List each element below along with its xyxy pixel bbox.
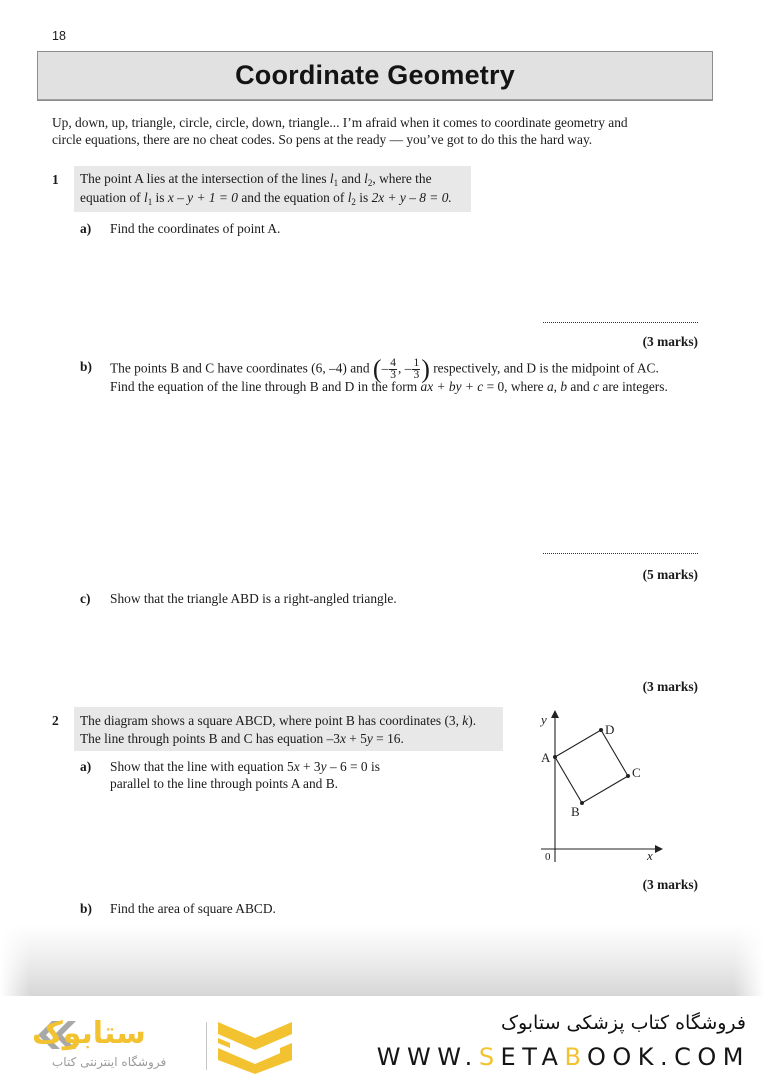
q2b-text: Find the area of square ABCD. — [110, 901, 276, 916]
x-axis-label: x — [647, 848, 653, 863]
chapter-header — [37, 51, 713, 101]
intro-line-1: Up, down, up, triangle, circle, circle, down, triangle... I’m afraid when it comes to coordinate geometry and — [52, 115, 628, 130]
brand-subtitle: فروشگاه اینترنتی کتاب — [52, 1055, 167, 1069]
logo-divider — [206, 1022, 207, 1070]
question-2-stem-line-1: The diagram shows a square ABCD, where point B has coordinates (3, k). — [80, 713, 477, 728]
point-b-label: B — [571, 804, 580, 819]
origin-label: 0 — [545, 851, 551, 863]
square-abcd-diagram — [520, 700, 700, 870]
q1b-answer-line[interactable] — [543, 553, 698, 554]
q1b-line-1: The points B and C have coordinates (6, –4) and (– $\frac{4}{3}$ , – $\frac{1}{3}$ ) respectively, and D is the midpoint of AC. — [110, 354, 659, 384]
y-axis-arrow-icon — [551, 710, 559, 718]
q1b-marks: (5 marks) — [642, 567, 698, 582]
q1a-label: a) — [80, 221, 92, 236]
question-1-number: 1 — [52, 172, 59, 187]
question-2-number: 2 — [52, 713, 59, 728]
question-2-stem-line-2: The line through points B and C has equation –3x + 5y = 16. — [80, 731, 404, 746]
q2a-marks: (3 marks) — [642, 877, 698, 892]
square-outline — [555, 730, 628, 803]
fraction-4-3: $\frac{4}{3}$ — [390, 357, 397, 381]
store-title: فروشگاه کتاب پزشکی ستابوک — [500, 1012, 746, 1034]
page-title: Coordinate Geometry — [235, 60, 515, 90]
point-d-label: D — [605, 722, 615, 737]
page-bottom-fade — [0, 925, 764, 996]
fraction-1-3: $\frac{1}{3}$ — [413, 357, 420, 381]
q2a-line-2: parallel to the line through points A and B. — [110, 776, 338, 791]
q1a-marks: (3 marks) — [642, 334, 698, 349]
q1b-line-2: Find the equation of the line through B and D in the form ax + by + c = 0, where a, b and c are integers. — [110, 379, 668, 394]
page-number: 18 — [52, 29, 66, 43]
q1a-text: Find the coordinates of point A. — [110, 221, 281, 236]
q2b-label: b) — [80, 901, 92, 916]
q1b-label: b) — [80, 359, 92, 374]
question-1-stem-line-1: The point A lies at the intersection of the lines $l_1$ and $l_2$, where the — [80, 171, 432, 188]
intro-line-2: circle equations, there are no cheat codes. So pens at the ready — you’ve got to do this the hard way. — [52, 132, 593, 147]
y-axis-label: y — [541, 712, 547, 727]
question-1-stem-line-2: equation of $l_1$ is x – y + 1 = 0 and the equation of $l_2$ is 2x + y – 8 = 0. — [80, 190, 452, 207]
store-url[interactable]: WWW.SETABOOK.COM — [376, 1043, 750, 1071]
x-axis-arrow-icon — [655, 845, 663, 853]
point-a-label: A — [541, 750, 551, 765]
q2a-line-1: Show that the line with equation 5x + 3y – 6 = 0 is — [110, 759, 380, 774]
q2a-label: a) — [80, 759, 92, 774]
q1c-marks: (3 marks) — [642, 679, 698, 694]
point-c-label: C — [632, 765, 641, 780]
q1c-label: c) — [80, 591, 91, 606]
q1a-answer-line[interactable] — [543, 322, 698, 323]
brand-logo-text: ستابوک — [32, 1016, 146, 1051]
q1c-text: Show that the triangle ABD is a right-angled triangle. — [110, 591, 397, 606]
setabook-chevron-logo-icon — [218, 1020, 292, 1074]
